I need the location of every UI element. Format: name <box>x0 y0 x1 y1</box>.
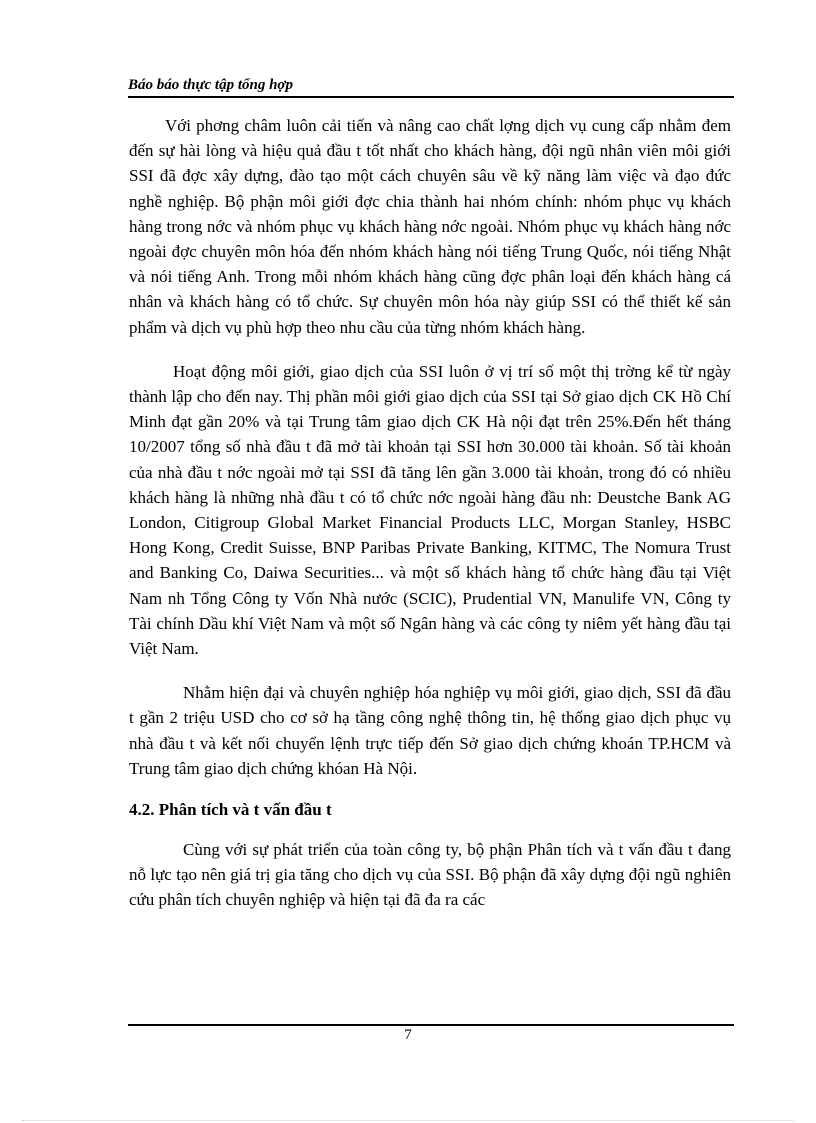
header-divider <box>128 96 734 98</box>
section-heading: 4.2. Phân tích và t vấn đầu t <box>129 800 332 820</box>
paragraph-analysis-advisory: Cùng với sự phát triển của toàn công ty, bộ phận Phân tích và t vấn đầu t đang nỗ lực tạo nên giá trị gia tăng cho dịch vụ của SSI. Bộ phận đã xây dựng đội ngũ nghiên cứu phân tích chuyên nghiệp và hiện tại đã đa ra các <box>129 840 731 910</box>
paragraph-brokerage-team: Với phơng châm luôn cải tiến và nâng cao chất lợng dịch vụ cung cấp nhằm đem đến sự hài lòng và hiệu quả đầu t tốt nhất cho khách hàng, đội ngũ nhân viên môi giới SSI đã đợc xây dựng, đào tạo một cách chuyên sâu về kỹ năng làm việc và đạo đức nghề nghiệp. Bộ phận môi giới đợc chia thành hai nhóm chính: nhóm phục vụ khách hàng trong nớc và nhóm phục vụ khách hàng nớc ngoài. Nhóm phục vụ khách hàng nớc ngoài đợc chuyên môn hóa đến nhóm khách hàng nói tiếng Trung Quốc, nói tiếng Nhật và nói tiếng Anh. Trong mỗi nhóm khách hàng cũng đợc phân loại đến khách hàng cá nhân và khách hàng có tổ chức. Sự chuyên môn hóa này giúp SSI có thể thiết kế sản phẩm và dịch vụ phù hợp theo nhu cầu của từng nhóm khách hàng. <box>129 116 731 337</box>
page-edge-line <box>22 1120 794 1121</box>
paragraph-it-investment: Nhằm hiện đại và chuyên nghiệp hóa nghiệp vụ môi giới, giao dịch, SSI đã đầu t gần 2 triệu USD cho cơ sở hạ tầng công nghệ thông tin, hệ thống giao dịch phục vụ nhà đầu t và kết nối chuyển lệnh trực tiếp đến Sở giao dịch chứng khoán TP.HCM và Trung tâm giao dịch chứng khóan Hà Nội. <box>129 683 731 778</box>
document-body <box>129 113 731 913</box>
footer-divider <box>128 1024 734 1026</box>
document-header-title: Báo báo thực tập tổng hợp <box>128 77 293 93</box>
paragraph-market-share: Hoạt động môi giới, giao dịch của SSI luôn ở vị trí số một thị trờng kể từ ngày thành lập cho đến nay. Thị phần môi giới giao dịch của SSI tại Sở giao dịch CK Hồ Chí Minh đạt gần 20% và tại Trung tâm giao dịch CK Hà nội đạt trên 25%.Đến hết tháng 10/2007 tổng số nhà đầu t đã mở tài khoản tại SSI hơn 30.000 tài khoản. Số tài khoản của nhà đầu t nớc ngoài mở tại SSI đã tăng lên gần 3.000 tài khoản, trong đó có nhiều khách hàng là những nhà đầu t có tổ chức nớc ngoài hàng đầu nh: Deustche Bank AG London, Citigroup Global Market Financial Products LLC, Morgan Stanley, HSBC Hong Kong, Credit Suisse, BNP Paribas Private Banking, KITMC, The Nomura Trust and Banking Co, Daiwa Securities... và một số khách hàng tổ chức hàng đầu tại Việt Nam nh Tổng Công ty Vốn Nhà nước (SCIC), Prudential VN, Manulife VN, Công ty Tài chính Dầu khí Việt Nam và một số Ngân hàng và các công ty niêm yết hàng đầu tại Việt Nam. <box>129 361 731 659</box>
page-number: 7 <box>404 1027 412 1043</box>
